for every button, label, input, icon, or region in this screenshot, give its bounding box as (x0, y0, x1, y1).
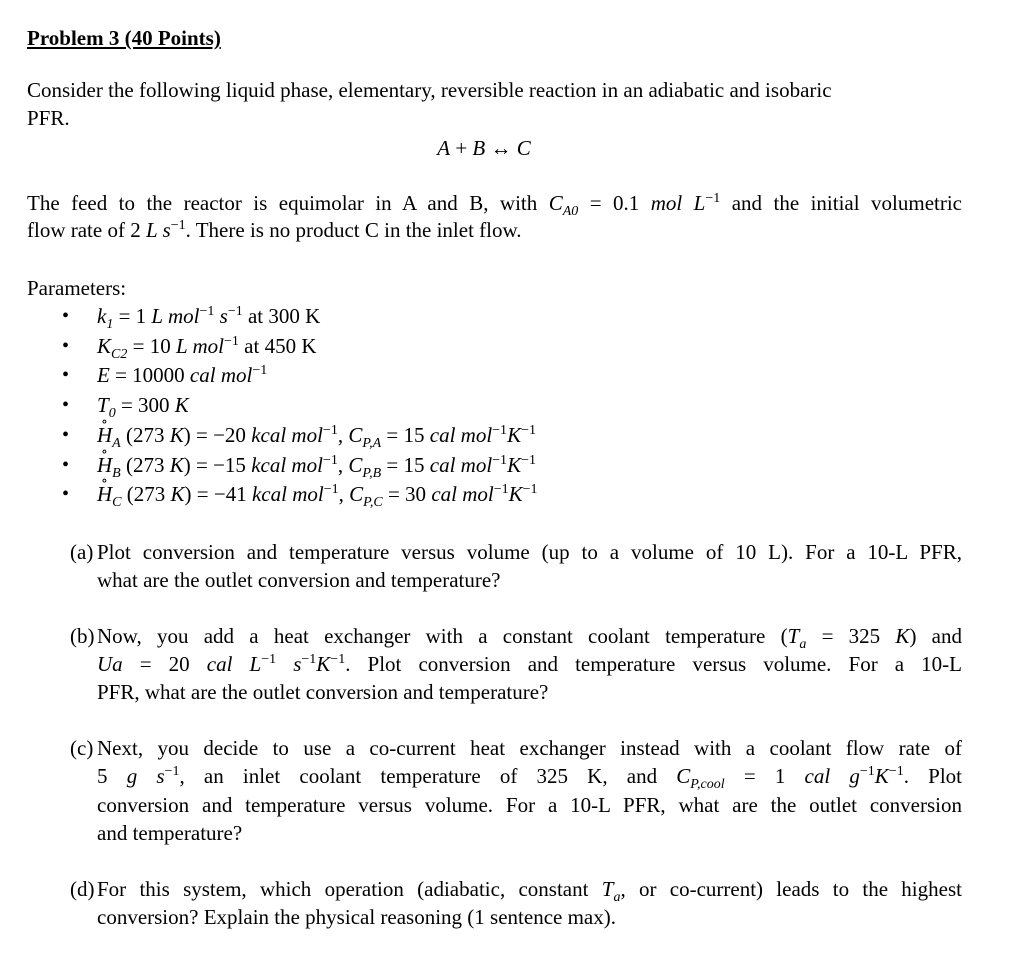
text-segment: K (508, 482, 523, 507)
part-line (97, 538, 962, 566)
text-segment: A0 (562, 204, 579, 219)
parameter-item (97, 361, 962, 389)
text-segment: −1 (888, 764, 904, 779)
parameter-item (97, 480, 962, 511)
text-segment: L s (145, 218, 171, 242)
text-segment: −1 (301, 652, 317, 667)
text-segment: A (437, 136, 451, 160)
text-segment: P,C (363, 495, 383, 511)
bullet-icon: • (62, 423, 70, 446)
text-segment: For this system, which operation (adiabatic, constant (97, 877, 602, 901)
text-segment: . There is no product C in the inlet flow. (185, 218, 522, 242)
text-segment: Next, you decide to use a co-current heat exchanger instead with a coolant flow rate of (97, 736, 962, 760)
text-segment: cal mol (189, 363, 253, 388)
text-segment: P,B (362, 465, 382, 481)
text-segment: , or co-current) leads to the highest (620, 877, 962, 901)
text-segment: . Plot conversion and temperature versus volume. For a 10-L (345, 652, 963, 676)
part-label: (b) (70, 624, 95, 648)
feed-line (27, 189, 962, 217)
bullet-icon: • (62, 364, 70, 387)
text-segment: K (507, 452, 522, 477)
part-line (97, 762, 962, 790)
part-line (97, 819, 962, 847)
text-segment: C2 (111, 346, 128, 362)
text-segment: g s (126, 764, 165, 788)
text-segment: at 450 K (238, 333, 317, 358)
text-segment: Now, you add a heat exchanger with a constant coolant temperature ( (97, 624, 788, 648)
text-segment: −1 (252, 363, 268, 379)
text-segment: −1 (323, 482, 339, 498)
bullet-icon: • (62, 334, 70, 357)
text-segment: kcal mol (251, 422, 323, 447)
text-segment: H ∘ (97, 423, 112, 447)
parameter-item (97, 302, 962, 330)
text-segment: L mol (175, 333, 225, 358)
reaction-equation (0, 134, 968, 162)
text-segment: −1 (199, 304, 215, 319)
text-segment: B (112, 465, 121, 481)
text-segment: , (337, 422, 349, 447)
text-segment: , (338, 482, 350, 507)
text-segment: cal mol (429, 452, 493, 477)
part-line (97, 566, 962, 594)
text-segment: PFR. (27, 106, 70, 130)
text-segment: = 1 (113, 304, 152, 328)
text-segment: 5 (97, 764, 127, 788)
text-segment: −1 (705, 191, 721, 206)
text-segment: = 30 (382, 482, 432, 507)
text-segment: = 325 (806, 624, 896, 648)
text-segment: −1 (493, 482, 509, 498)
text-segment: H ∘ (97, 482, 112, 506)
text-segment: = 1 (724, 764, 805, 788)
text-segment: A (112, 435, 121, 451)
text-segment: cal mol (429, 422, 493, 447)
part-line (97, 875, 962, 903)
intro-line (27, 76, 962, 104)
text-segment: −1 (522, 482, 538, 498)
text-segment: cal mol (431, 482, 494, 507)
text-segment: T (97, 393, 109, 418)
text-segment: −1 (521, 422, 536, 438)
text-segment: mol L (650, 191, 706, 215)
text-segment: C (348, 422, 363, 447)
parameter-item (97, 421, 962, 449)
part-line (97, 650, 962, 678)
text-segment: and temperature? (97, 821, 243, 845)
text-segment: K (895, 624, 910, 648)
text-segment: −1 (322, 452, 338, 468)
problem-title: Problem 3 (40 Points) (27, 26, 221, 50)
text-segment: conversion and temperature versus volume. For a 10-L PFR, what are the outlet conversion (97, 793, 962, 817)
text-segment: (273 (120, 422, 170, 447)
part-line (97, 678, 962, 706)
text-segment: a (613, 890, 621, 905)
part-label: (a) (70, 540, 94, 564)
part-line (97, 734, 962, 762)
text-segment: cal L (206, 652, 262, 676)
text-segment: flow rate of 2 (27, 218, 146, 242)
text-segment: P,cool (690, 777, 725, 792)
text-segment: C (516, 136, 531, 160)
feed-line (27, 216, 962, 244)
text-segment: s (276, 652, 302, 676)
text-segment: ) = −15 (183, 452, 252, 477)
text-segment: = 15 (381, 452, 430, 477)
text-segment: E (97, 363, 110, 388)
text-segment: K (169, 452, 184, 477)
text-segment: kcal mol (251, 452, 323, 477)
text-segment: K (97, 333, 112, 358)
text-segment: K (507, 422, 522, 447)
text-segment: + (450, 136, 473, 160)
text-segment: K (874, 764, 889, 788)
text-segment: K (174, 393, 189, 418)
text-segment: 0 (108, 406, 116, 422)
text-segment: conversion? Explain the physical reasoning (1 sentence max). (97, 905, 616, 929)
text-segment: −1 (170, 218, 186, 233)
text-segment: = 300 (115, 393, 175, 418)
text-segment: −1 (224, 333, 239, 349)
text-segment: C (112, 495, 122, 511)
text-segment: −1 (492, 422, 508, 438)
text-segment: = 0.1 (578, 191, 651, 215)
text-segment: = 20 (122, 652, 207, 676)
text-segment: s (214, 304, 228, 328)
text-segment: −1 (227, 304, 243, 319)
text-segment: ↔ (485, 136, 517, 160)
text-segment: at 300 K (242, 304, 321, 328)
text-segment: K (316, 652, 331, 676)
text-segment: (273 (121, 482, 171, 507)
text-segment: C (349, 482, 364, 507)
text-segment: and the initial volumetric (720, 191, 963, 215)
text-segment: C (676, 764, 691, 788)
text-segment: , (337, 452, 349, 477)
text-segment: C (348, 452, 363, 477)
text-segment: kcal mol (251, 482, 324, 507)
text-segment: cal g (804, 764, 860, 788)
text-segment: = 15 (381, 422, 430, 447)
text-segment: ) = −41 (184, 482, 252, 507)
bullet-icon: • (62, 483, 70, 506)
text-segment: (273 (120, 452, 170, 477)
parameters-heading: Parameters: (27, 276, 127, 300)
text-segment: P,A (362, 435, 382, 451)
parameter-item (97, 451, 962, 479)
text-segment: Ua (97, 652, 123, 676)
text-segment: −1 (164, 764, 180, 779)
text-segment: −1 (261, 652, 277, 667)
text-segment: −1 (521, 452, 536, 468)
text-segment: L mol (151, 304, 200, 328)
bullet-icon: • (62, 453, 70, 476)
text-segment: −1 (492, 452, 508, 468)
text-segment: −1 (330, 652, 346, 667)
text-segment: T (601, 877, 614, 901)
text-segment: K (169, 422, 184, 447)
text-segment: = 10000 (109, 363, 190, 388)
text-segment: Consider the following liquid phase, elementary, reversible reaction in an adiabatic and isobaric (27, 78, 832, 102)
text-segment: ) = −20 (183, 422, 252, 447)
text-segment: what are the outlet conversion and temperature? (97, 568, 501, 592)
text-segment: = 10 (127, 333, 176, 358)
text-segment: The feed to the reactor is equimolar in A and B, with (27, 191, 549, 215)
text-segment: a (799, 637, 807, 652)
text-segment: K (170, 482, 185, 507)
bullet-icon: • (62, 394, 70, 417)
text-segment: 1 (106, 317, 114, 332)
part-line (97, 791, 962, 819)
text-segment: . Plot (903, 764, 962, 788)
text-segment: −1 (859, 764, 875, 779)
text-segment: Plot conversion and temperature versus volume (up to a volume of 10 L). For a 10-L PFR, (97, 540, 962, 564)
parameter-item (97, 391, 962, 422)
part-label: (d) (70, 877, 95, 901)
part-line (97, 903, 962, 931)
parameter-item (97, 332, 962, 360)
text-segment: B (472, 136, 486, 160)
text-segment: H ∘ (97, 453, 112, 477)
text-segment: , an inlet coolant temperature of 325 K, and (179, 764, 677, 788)
text-segment: T (787, 624, 800, 648)
part-line (97, 622, 962, 650)
text-segment: C (548, 191, 563, 215)
intro-line (27, 104, 962, 132)
text-segment: ) and (909, 624, 963, 648)
part-label: (c) (70, 736, 94, 760)
text-segment: PFR, what are the outlet conversion and temperature? (97, 680, 549, 704)
text-segment: k (97, 304, 107, 328)
text-segment: −1 (322, 422, 338, 438)
bullet-icon: • (62, 305, 70, 327)
